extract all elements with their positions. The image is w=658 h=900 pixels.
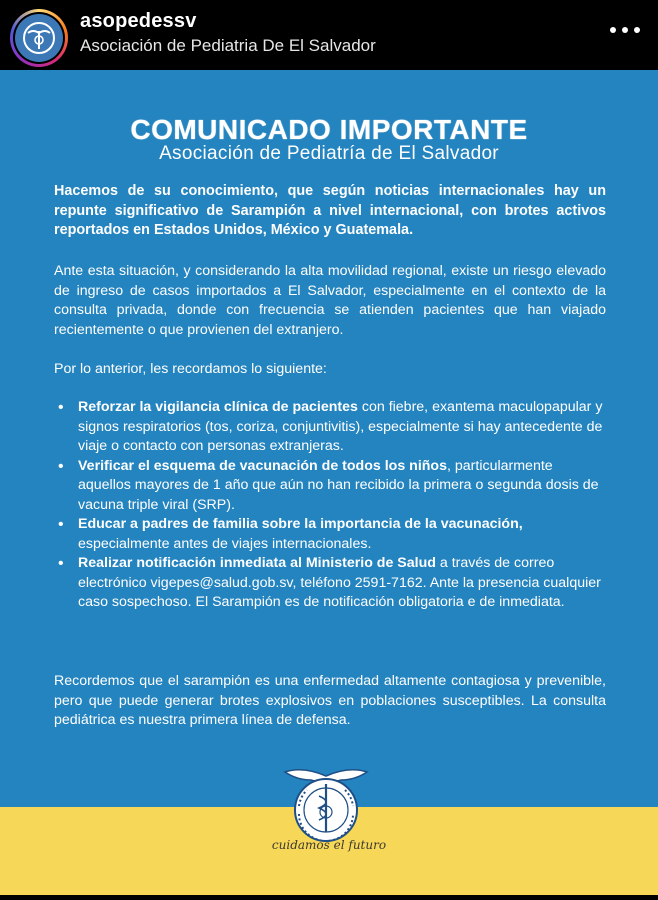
list-item — [58, 515, 606, 554]
intro-paragraph: Hacemos de su conocimiento, que según noticias internacionales hay un repunte significativo de Sarampión a nivel internacional, con brotes activos reportados en Estados Unidos, México y Guatemala. — [54, 183, 606, 238]
list-item — [58, 554, 606, 613]
list-item-heading: Educar a padres de familia sobre la importancia de la vacunación, — [78, 516, 523, 532]
list-item-heading: Realizar notificación inmediata al Ministerio de Salud — [78, 555, 436, 571]
account-subtitle[interactable]: Asociación de Pediatria De El Salvador — [80, 36, 376, 55]
list-item-text: , particularmente aquellos mayores de 1 año que aún no han recibido la primera o segunda dosis de vacuna triple viral (SRP). — [78, 457, 599, 513]
post-header — [0, 0, 658, 70]
post-subtitle: Asociación de Pediatría de El Salvador — [159, 143, 499, 164]
association-logo — [280, 762, 372, 848]
recommendation-list — [58, 398, 606, 613]
list-item-heading: Reforzar la vigilancia clínica de pacientes — [78, 399, 358, 415]
account-username[interactable]: asopedessv — [80, 10, 197, 32]
list-item — [58, 398, 606, 457]
list-item-heading: Verificar el esquema de vacunación de todos los niños — [78, 457, 447, 474]
more-options-icon[interactable] — [610, 20, 640, 40]
association-seal-icon — [281, 764, 371, 846]
list-item-text: con fiebre, exantema maculopapular y signos respiratorios (tos, coriza, conjuntivitis), especialmente si hay antecedente de viaje o contacto con personas extranjeras. — [78, 399, 603, 454]
list-item — [58, 457, 606, 516]
post-title: COMUNICADO IMPORTANTE — [130, 114, 528, 145]
closing-paragraph: Recordemos que el sarampión es una enfermedad altamente contagiosa y prevenible, pero que puede generar brotes explosivos en poblaciones susceptibles. La consulta pediátrica es nuestra primera línea de defensa. — [54, 673, 606, 728]
list-item-text: especialmente antes de viajes internacionales. — [78, 535, 372, 552]
pediatrics-logo-icon[interactable] — [15, 14, 63, 62]
list-item-text: a través de correo electrónico vigepes@salud.gob.sv, teléfono 2591-7162. Ante la presencia cualquier caso sospechoso. El Sarampión es de notificación obligatoria e de inmediata. — [78, 555, 601, 610]
tagline: cuidamos el futuro — [271, 838, 387, 852]
reminder-lead: Por lo anterior, les recordamos lo siguiente: — [54, 361, 327, 377]
post-image — [0, 70, 658, 895]
context-paragraph: Ante esta situación, y considerando la alta movilidad regional, existe un riesgo elevado de ingreso de casos importados a El Salvador, especialmente en el contexto de la consulta privada, donde con frecuencia se atienden pacientes que han viajado recientemente o que provienen del extranjero. — [54, 263, 606, 338]
story-ring[interactable] — [10, 9, 68, 67]
